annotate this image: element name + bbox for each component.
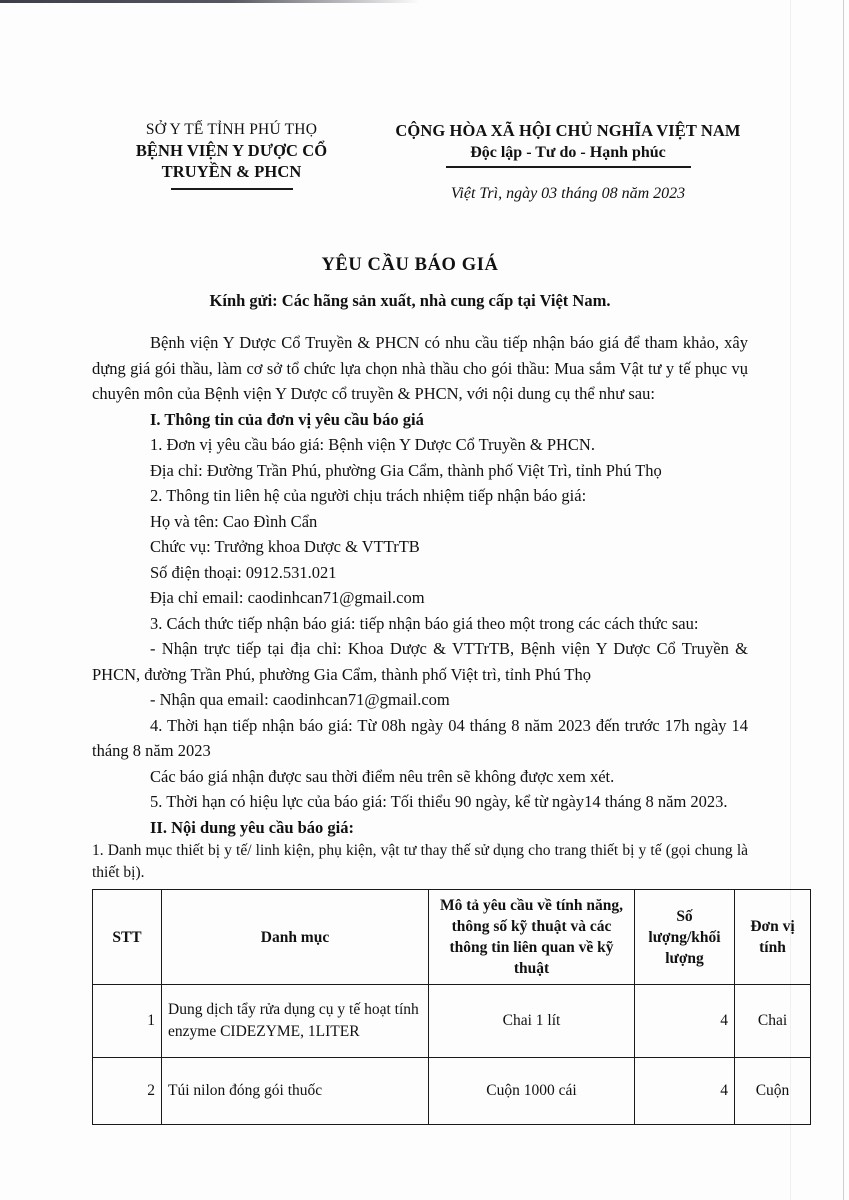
section-1-item-3: 3. Cách thức tiếp nhận báo giá: tiếp nhận báo giá theo một trong các cách thức sau: bbox=[150, 613, 699, 633]
section-1-address: Địa chỉ: Đường Trần Phú, phường Gia Cẩm, thành phố Việt Trì, tỉnh Phú Thọ bbox=[150, 460, 662, 480]
page-title: YÊU CẦU BÁO GIÁ bbox=[321, 255, 499, 275]
document-body bbox=[92, 330, 795, 1125]
authority-line-2: BỆNH VIỆN Y DƯỢC CỔ bbox=[135, 141, 328, 160]
col-header-desc: Mô tả yêu cầu về tính năng, thông số kỹ thuật và các thông tin liên quan về kỹ thuật bbox=[429, 890, 635, 985]
national-underline bbox=[446, 166, 691, 168]
section-1-item-4: 4. Thời hạn tiếp nhận báo giá: Từ 08h ngày 04 tháng 8 năm 2023 đến trước 17h ngày 14 tháng 8 năm 2023 bbox=[92, 715, 748, 760]
document-header bbox=[0, 120, 849, 220]
national-heading-block bbox=[383, 120, 753, 203]
contact-name: Họ và tên: Cao Đình Cẩn bbox=[150, 511, 318, 531]
authority-underline bbox=[171, 188, 293, 190]
section-1-item-4-note: Các báo giá nhận được sau thời điểm nêu trên sẽ không được xem xét. bbox=[150, 766, 615, 786]
cell-stt: 1 bbox=[93, 985, 162, 1058]
cell-qty: 4 bbox=[635, 1058, 735, 1125]
section-1-item-2: 2. Thông tin liên hệ của người chịu trách nhiệm tiếp nhận báo giá: bbox=[150, 486, 587, 505]
national-title: CỘNG HÒA XÃ HỘI CHỦ NGHĨA VIỆT NAM bbox=[395, 121, 741, 140]
scan-edge-top bbox=[0, 0, 420, 3]
section-2-heading: II. Nội dung yêu cầu báo giá: bbox=[150, 817, 355, 837]
intro-paragraph: Bệnh viện Y Dược Cổ Truyền & PHCN có nhu cầu tiếp nhận báo giá để tham khảo, xây dựng giá gói thầu, làm cơ sở tổ chức lựa chọn nhà thầu cho gói thầu: Mua sắm Vật tư y tế phục vụ chuyên môn của Bệnh viện Y Dược cổ truyền & PHCN, với nội dung cụ thể như sau: bbox=[92, 333, 748, 403]
contact-phone: Số điện thoại: 0912.531.021 bbox=[150, 562, 337, 582]
recipient-line: Kính gửi: Các hãng sản xuất, nhà cung cấp tại Việt Nam. bbox=[209, 291, 611, 310]
equipment-table bbox=[92, 889, 811, 1125]
issuing-authority-block bbox=[94, 120, 369, 190]
section-1-item-5: 5. Thời hạn có hiệu lực của báo giá: Tối thiểu 90 ngày, kể từ ngày14 tháng 8 năm 2023. bbox=[150, 792, 728, 811]
cell-stt: 2 bbox=[93, 1058, 162, 1125]
col-header-stt: STT bbox=[93, 890, 162, 985]
section-1-heading: I. Thông tin của đơn vị yêu cầu báo giá bbox=[150, 409, 424, 429]
authority-line-1: SỞ Y TẾ TỈNH PHÚ THỌ bbox=[145, 121, 318, 138]
authority-line-3: TRUYỀN & PHCN bbox=[161, 162, 302, 181]
national-motto: Độc lập - Tư do - Hạnh phúc bbox=[470, 144, 666, 161]
section-2-item-1: 1. Danh mục thiết bị y tế/ linh kiện, phụ kiện, vật tư thay thế sử dụng cho trang thiết bị y tế (gọi chung là thiết bị). bbox=[92, 842, 748, 881]
cell-desc: Chai 1 lít bbox=[429, 985, 635, 1058]
col-header-name: Danh mục bbox=[162, 890, 429, 985]
table-header-row bbox=[93, 890, 811, 985]
contact-email: Địa chỉ email: caodinhcan71@gmail.com bbox=[150, 588, 425, 607]
col-header-qty: Số lượng/khối lượng bbox=[635, 890, 735, 985]
issue-date: Việt Trì, ngày 03 tháng 08 năm 2023 bbox=[450, 184, 686, 202]
cell-name: Túi nilon đóng gói thuốc bbox=[162, 1058, 429, 1125]
cell-unit: Chai bbox=[735, 985, 811, 1058]
cell-desc: Cuộn 1000 cái bbox=[429, 1058, 635, 1125]
section-1-item-3-email: - Nhận qua email: caodinhcan71@gmail.com bbox=[150, 690, 450, 709]
contact-role: Chức vụ: Trưởng khoa Dược & VTTrTB bbox=[150, 537, 420, 556]
cell-name: Dung dịch tẩy rửa dụng cụ y tế hoạt tính enzyme CIDEZYME, 1LITER bbox=[162, 985, 429, 1058]
section-1-item-1: 1. Đơn vị yêu cầu báo giá: Bệnh viện Y Dược Cổ Truyền & PHCN. bbox=[150, 435, 595, 454]
col-header-unit: Đơn vị tính bbox=[735, 890, 811, 985]
table-row bbox=[93, 985, 811, 1058]
cell-qty: 4 bbox=[635, 985, 735, 1058]
cell-unit: Cuộn bbox=[735, 1058, 811, 1125]
table-row bbox=[93, 1058, 811, 1125]
section-1-item-3-direct: - Nhận trực tiếp tại địa chỉ: Khoa Dược & VTTrTB, Bệnh viện Y Dược Cổ Truyền & PHCN, đường Trần Phú, phường Gia Cẩm, thành phố Việt trì, tỉnh Phú Thọ bbox=[92, 639, 748, 684]
